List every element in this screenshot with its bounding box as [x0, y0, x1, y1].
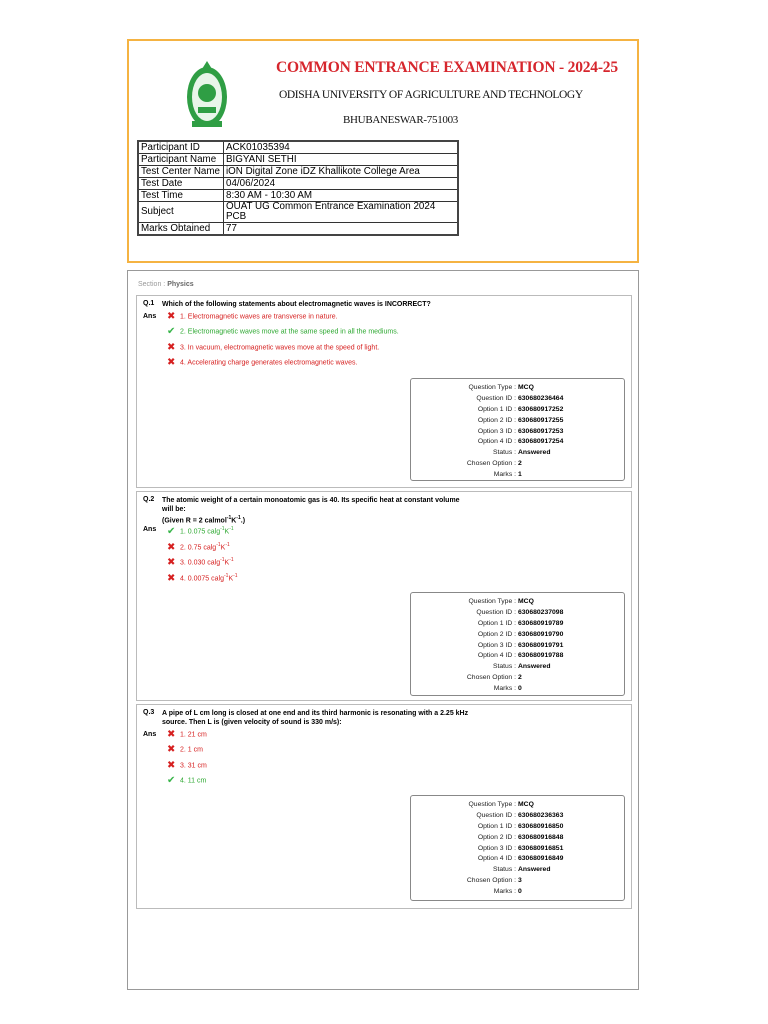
meta-key: Option 4 ID : — [477, 652, 516, 660]
question-text: The atomic weight of a certain monoatomic gas is 40. Its specific heat at constant volume will be: (Given R = 2 $calmol^{-1}K^{-1}$.) — [162, 497, 460, 525]
meta-row — [411, 427, 624, 438]
meta-key: Marks : — [493, 685, 516, 693]
ans-label: Ans — [143, 313, 157, 320]
meta-row — [411, 662, 624, 673]
meta-key: Option 1 ID : — [477, 619, 516, 627]
meta-row — [411, 811, 624, 822]
option-text: 1. Electromagnetic waves are transverse in nature. — [180, 313, 338, 321]
option-1 — [167, 730, 207, 739]
cross-icon: ✖ — [167, 572, 176, 584]
cross-icon: ✖ — [167, 556, 176, 568]
participant-label: Test Center Name — [138, 166, 224, 178]
option-sup: -1 — [229, 557, 234, 563]
meta-row — [411, 822, 624, 833]
option-4 — [167, 776, 206, 785]
meta-key: Question ID : — [476, 811, 516, 819]
participant-row — [138, 223, 458, 236]
option-sup: -1 — [225, 542, 230, 548]
meta-value: 630680919790 — [518, 630, 564, 638]
question-number: Q.2 — [143, 496, 155, 503]
meta-key: Chosen Option : — [466, 674, 516, 682]
university-emblem-icon — [184, 57, 230, 131]
meta-key: Option 4 ID : — [477, 855, 516, 863]
option-text: 3. In vacuum, electromagnetic waves move at the speed of light. — [180, 344, 380, 352]
meta-key: Status : — [492, 449, 516, 457]
meta-value: 0 — [518, 888, 522, 896]
ans-label: Ans — [143, 731, 157, 738]
meta-value: 630680917253 — [518, 427, 564, 435]
meta-row — [411, 876, 624, 887]
participant-table — [137, 140, 459, 236]
question-meta — [410, 378, 625, 481]
meta-value: 630680916851 — [518, 844, 564, 852]
participant-label: Test Date — [138, 178, 224, 190]
meta-value: 630680916849 — [518, 855, 564, 863]
meta-row — [411, 405, 624, 416]
meta-row — [411, 651, 624, 662]
meta-key: Chosen Option : — [466, 877, 516, 885]
ans-label: Ans — [143, 526, 157, 533]
check-icon: ✔ — [167, 525, 176, 537]
participant-value: 77 — [224, 223, 459, 236]
option-sup: -1 — [220, 526, 225, 532]
meta-value: Answered — [518, 663, 551, 671]
question-card-3 — [136, 704, 632, 909]
cross-icon: ✖ — [167, 357, 176, 368]
meta-key: Option 2 ID : — [477, 833, 516, 841]
meta-key: Marks : — [493, 888, 516, 896]
meta-key: Marks : — [493, 471, 516, 479]
meta-value: 630680917254 — [518, 438, 564, 446]
option-text: 4. Accelerating charge generates electromagnetic waves. — [180, 359, 358, 367]
meta-key: Option 1 ID : — [477, 822, 516, 830]
meta-key: Option 4 ID : — [477, 438, 516, 446]
meta-row — [411, 684, 624, 695]
check-icon: ✔ — [167, 775, 176, 786]
option-4 — [167, 358, 357, 367]
meta-row — [411, 608, 624, 619]
option-1 — [167, 312, 338, 321]
option-3 — [167, 343, 379, 352]
participant-row — [138, 190, 458, 202]
meta-value: 630680917252 — [518, 405, 564, 413]
meta-value: 630680919788 — [518, 652, 564, 660]
option-sup: -1 — [220, 557, 225, 563]
meta-row — [411, 597, 624, 608]
meta-row — [411, 887, 624, 898]
cross-icon: ✖ — [167, 729, 176, 740]
meta-key: Status : — [492, 866, 516, 874]
meta-key: Question Type : — [468, 801, 516, 808]
meta-row — [411, 844, 624, 855]
meta-value: 2 — [518, 460, 522, 468]
meta-key: Chosen Option : — [466, 460, 516, 468]
option-sup: -1 — [233, 573, 238, 579]
meta-row — [411, 459, 624, 470]
participant-label: Participant Name — [138, 154, 224, 166]
question-card-1 — [136, 295, 632, 488]
participant-row — [138, 141, 458, 154]
option-text: 3. 31 cm — [180, 762, 207, 770]
meta-value: 630680919789 — [518, 619, 564, 627]
meta-row — [411, 437, 624, 448]
header-card — [127, 39, 639, 263]
participant-label: Participant ID — [138, 141, 224, 154]
participant-row — [138, 166, 458, 178]
meta-value: 630680916848 — [518, 833, 564, 841]
meta-row — [411, 673, 624, 684]
meta-value: Answered — [518, 866, 551, 874]
meta-value: 630680236464 — [518, 394, 564, 402]
option-1 — [167, 525, 234, 536]
option-2 — [167, 745, 203, 754]
option-unit: K — [228, 575, 234, 583]
meta-row — [411, 865, 624, 876]
option-2 — [167, 541, 230, 552]
meta-value: 630680919791 — [518, 641, 564, 649]
question-text: A pipe of L cm long is closed at one end and its third harmonic is resonating with a 2.25 kHz source. Then L is (given velocity of sound is 330 m/s): — [162, 710, 469, 726]
meta-value: 1 — [518, 471, 522, 479]
university-city: BHUBANESWAR-751003 — [343, 114, 458, 126]
participant-row — [138, 202, 458, 223]
meta-value: 2 — [518, 674, 522, 682]
participant-row — [138, 154, 458, 166]
meta-value: 3 — [518, 877, 522, 885]
check-icon: ✔ — [167, 326, 176, 337]
option-unit: K — [220, 544, 226, 552]
participant-label: Subject — [138, 202, 224, 223]
meta-value: 630680917255 — [518, 416, 564, 424]
meta-value: 630680236363 — [518, 811, 564, 819]
option-4 — [167, 572, 238, 583]
cross-icon: ✖ — [167, 311, 176, 322]
meta-key: Question Type : — [468, 384, 516, 391]
question-card-2 — [136, 491, 632, 701]
question-meta — [410, 795, 625, 901]
option-2 — [167, 327, 399, 336]
meta-value: 630680916850 — [518, 822, 564, 830]
meta-row — [411, 630, 624, 641]
university-name: ODISHA UNIVERSITY OF AGRICULTURE AND TECHNOLOGY — [279, 89, 583, 101]
participant-value: iON Digital Zone iDZ Khallikote College Area — [224, 166, 459, 178]
meta-row — [411, 383, 624, 394]
meta-key: Option 1 ID : — [477, 405, 516, 413]
option-sup: -1 — [229, 526, 234, 532]
option-text: 4. 0.0075 calg — [180, 575, 224, 583]
meta-row — [411, 416, 624, 427]
participant-value: OUAT UG Common Entrance Examination 2024 PCB — [224, 202, 459, 223]
meta-value: MCQ — [518, 598, 534, 605]
option-unit: K — [224, 559, 230, 567]
participant-label: Test Time — [138, 190, 224, 202]
option-sup: -1 — [223, 573, 229, 579]
question-meta — [410, 592, 625, 696]
exam-title: COMMON ENTRANCE EXAMINATION - 2024-25 — [276, 59, 618, 76]
meta-key: Option 3 ID : — [477, 641, 516, 649]
question-panel — [127, 270, 639, 990]
option-text: 3. 0.030 calg — [180, 559, 221, 567]
meta-row — [411, 448, 624, 459]
participant-value: 04/06/2024 — [224, 178, 459, 190]
participant-label: Marks Obtained — [138, 223, 224, 236]
meta-row — [411, 470, 624, 481]
participant-value: 8:30 AM - 10:30 AM — [224, 190, 459, 202]
meta-value: 0 — [518, 685, 522, 693]
meta-key: Option 3 ID : — [477, 427, 516, 435]
cross-icon: ✖ — [167, 541, 176, 553]
question-number: Q.1 — [143, 300, 155, 307]
meta-value: 630680237098 — [518, 608, 564, 616]
option-3 — [167, 761, 207, 770]
cross-icon: ✖ — [167, 744, 176, 755]
cross-icon: ✖ — [167, 342, 176, 353]
cross-icon: ✖ — [167, 760, 176, 771]
option-text: 2. 0.75 calg — [180, 544, 217, 552]
meta-row — [411, 800, 624, 811]
participant-row — [138, 178, 458, 190]
meta-key: Status : — [492, 663, 516, 671]
option-text: 4. 11 cm — [180, 777, 207, 785]
option-text: 2. Electromagnetic waves move at the same speed in all the mediums. — [180, 328, 399, 336]
participant-value: BIGYANI SETHI — [224, 154, 459, 166]
meta-row — [411, 833, 624, 844]
meta-value: Answered — [518, 449, 551, 457]
option-unit: K — [224, 528, 230, 536]
option-text: 1. 21 cm — [180, 731, 207, 739]
section-label: Section : Physics — [138, 281, 194, 288]
meta-row — [411, 854, 624, 865]
meta-row — [411, 619, 624, 630]
question-text: Which of the following statements about electromagnetic waves is INCORRECT? — [162, 301, 431, 308]
meta-value: MCQ — [518, 801, 534, 808]
option-3 — [167, 556, 234, 567]
option-text: 2. 1 cm — [180, 746, 203, 754]
meta-key: Option 2 ID : — [477, 416, 516, 424]
participant-value: ACK01035394 — [224, 141, 459, 154]
question-number: Q.3 — [143, 709, 155, 716]
meta-value: MCQ — [518, 384, 534, 391]
meta-row — [411, 394, 624, 405]
meta-key: Option 3 ID : — [477, 844, 516, 852]
option-sup: -1 — [216, 542, 221, 548]
meta-key: Question ID : — [476, 608, 516, 616]
meta-key: Question Type : — [468, 598, 516, 605]
meta-key: Question ID : — [476, 394, 516, 402]
meta-row — [411, 641, 624, 652]
option-text: 1. 0.075 calg — [180, 528, 221, 536]
meta-key: Option 2 ID : — [477, 630, 516, 638]
